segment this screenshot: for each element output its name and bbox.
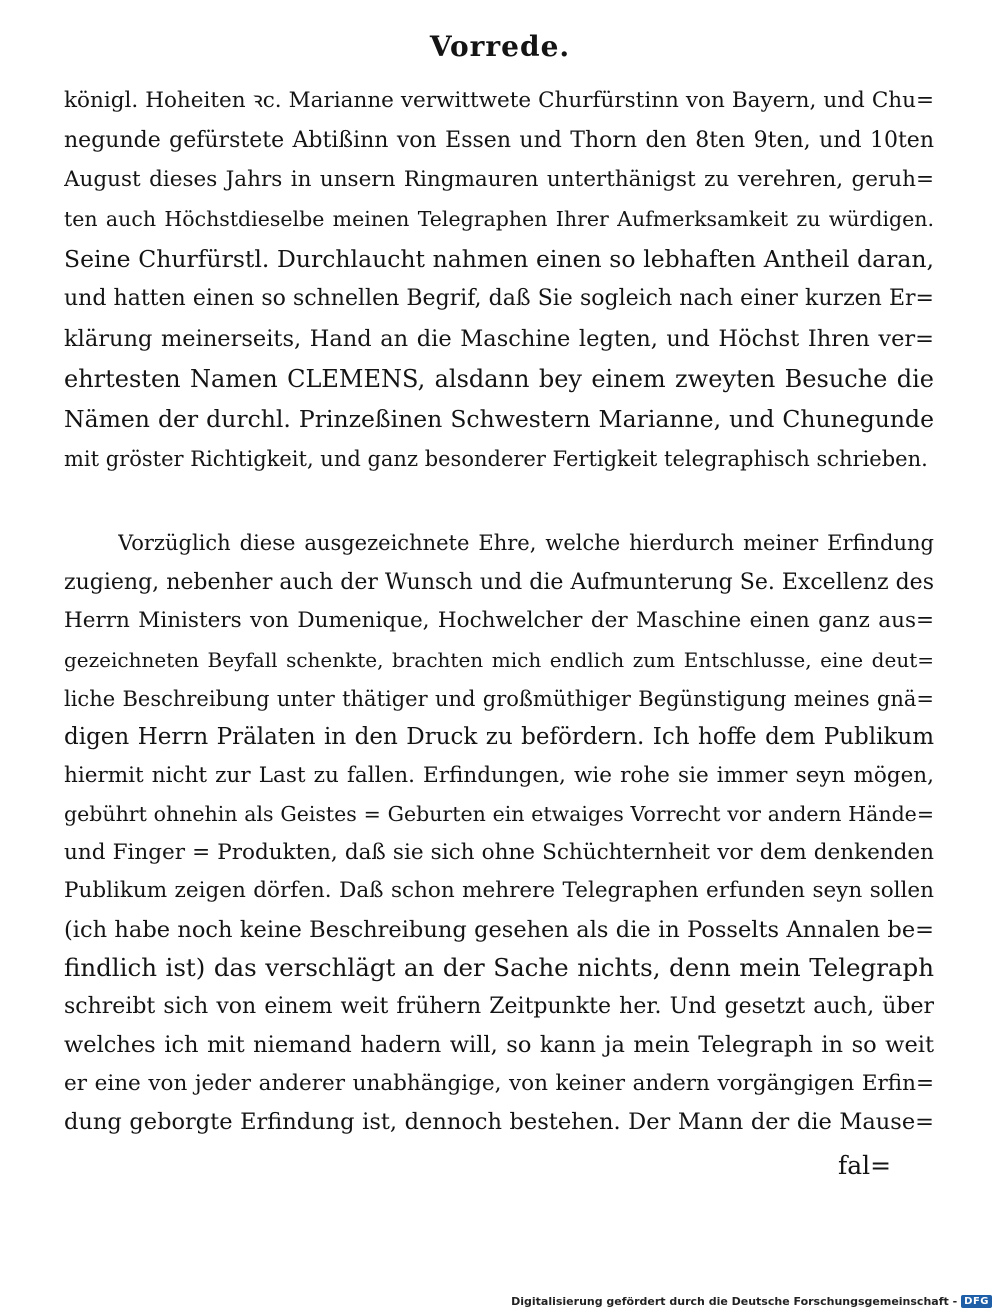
text-line: und hatten einen so schnellen Begrif, daß Sie sogleich nach einer kurzen Er= (64, 286, 934, 311)
text-line: er eine von jeder anderer unabhängige, von keiner andern vorgängigen Erfin= (64, 1071, 934, 1096)
text-line: königl. Hoheiten ꝛc. Marianne verwittwete Churfürstinn von Bayern, und Chu= (64, 88, 934, 113)
text-line: findlich ist) das verschlägt an der Sache nichts, denn mein Telegraph (64, 953, 934, 982)
dfg-logo-icon: DFG (961, 1295, 992, 1308)
catchword: fal= (838, 1151, 892, 1180)
text-line: gebührt ohnehin als Geistes = Geburten ein etwaiges Vorrecht vor andern Hände= (64, 802, 934, 826)
text-line: digen Herrn Prälaten in den Druck zu befördern. Ich hoffe dem Publikum (64, 724, 934, 750)
text-line: Publikum zeigen dörfen. Daß schon mehrere Telegraphen erfunden seyn sollen (64, 878, 934, 903)
text-line: welches ich mit niemand hadern will, so kann ja mein Telegraph in so weit (64, 1032, 934, 1058)
text-line: ten auch Höchstdieselbe meinen Telegraphen Ihrer Aufmerksamkeit zu würdigen. (64, 207, 934, 231)
text-line: negunde gefürstete Abtißinn von Essen und Thorn den 8ten 9ten, und 10ten (64, 128, 934, 153)
text-line: Herrn Ministers von Dumenique, Hochwelcher der Maschine einen ganz aus= (64, 608, 934, 633)
text-line: schreibt sich von einem weit frühern Zeitpunkte her. Und gesetzt auch, über (64, 994, 934, 1019)
text-line: hiermit nicht zur Last zu fallen. Erfindungen, wie rohe sie immer seyn mögen, (64, 763, 934, 788)
text-line: zugieng, nebenher auch der Wunsch und die Aufmunterung Se. Excellenz des (64, 570, 934, 595)
text-line: liche Beschreibung unter thätiger und großmüthiger Begünstigung meines gnä= (64, 687, 934, 711)
text-line: (ich habe noch keine Beschreibung gesehen als die in Posselts Annalen be= (64, 917, 934, 943)
text-line: mit gröster Richtigkeit, und ganz besonderer Fertigkeit telegraphisch schrieben. (64, 447, 928, 471)
page-header: Vorrede. (429, 30, 571, 63)
text-line: ehrtesten Namen CLEMENS, alsdann bey einem zweyten Besuche die (64, 365, 934, 393)
text-line: Nämen der durchl. Prinzeßinen Schwestern Marianne, und Chunegunde (64, 405, 934, 433)
footer-text: Digitalisierung gefördert durch die Deutsche Forschungsgemeinschaft - (511, 1294, 958, 1308)
text-line: dung geborgte Erfindung ist, dennoch bestehen. Der Mann der die Mause= (64, 1109, 934, 1135)
text-line: gezeichneten Beyfall schenkte, brachten mich endlich zum Entschlusse, eine deut= (64, 648, 934, 672)
text-line: August dieses Jahrs in unsern Ringmauren unterthänigst zu verehren, geruh= (64, 167, 934, 192)
text-line: klärung meinerseits, Hand an die Maschine legten, und Höchst Ihren ver= (64, 326, 934, 352)
text-line: Seine Churfürstl. Durchlaucht nahmen einen so lebhaften Antheil daran, (64, 245, 934, 273)
text-line: Vorzüglich diese ausgezeichnete Ehre, welche hierdurch meiner Erfindung (118, 531, 934, 555)
text-line: und Finger = Produkten, daß sie sich ohne Schüchternheit vor dem denkenden (64, 840, 934, 865)
digitization-footer (511, 1292, 992, 1310)
